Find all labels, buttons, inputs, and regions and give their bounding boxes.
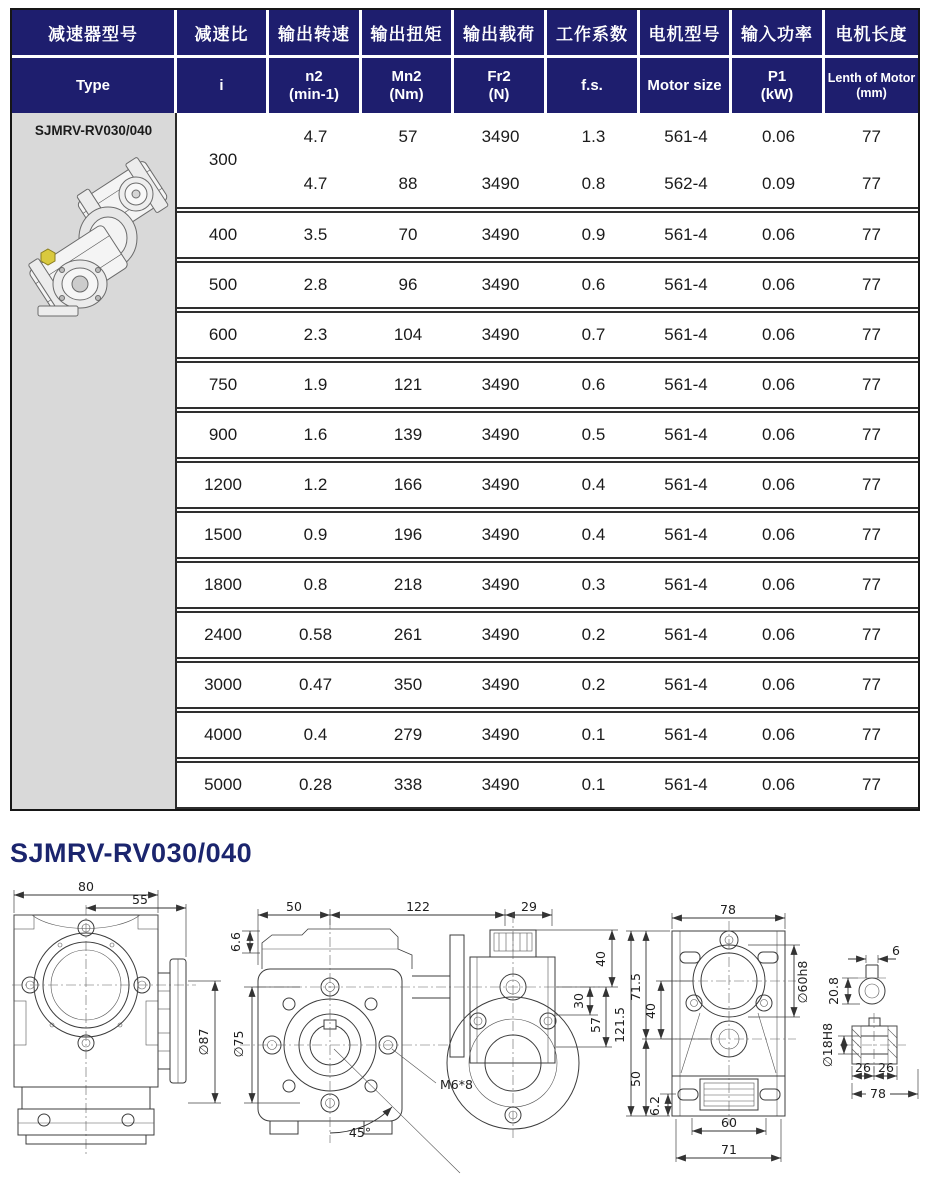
table-cell: 600	[208, 325, 238, 344]
dim-label: M6*8	[440, 1077, 473, 1092]
table-cell: 500	[208, 275, 238, 294]
table-cell: 0.06	[761, 775, 796, 794]
table-cell: 4000	[204, 725, 242, 744]
dim-label: 80	[78, 879, 94, 894]
header-cell-cn: 减速比	[177, 10, 269, 58]
header-cell-en: f.s.	[547, 58, 640, 113]
table-cell: 0.06	[761, 625, 796, 644]
table-cell: 0.2	[581, 675, 606, 694]
dim-label: 57	[588, 1017, 603, 1033]
dim-label: 78	[720, 902, 736, 917]
header-cell-cn: 电机长度	[825, 10, 918, 58]
table-cell: 0.4	[303, 725, 328, 744]
table-cell: 77	[862, 675, 881, 694]
table-cell: 561-4	[664, 675, 708, 694]
table-cell: 1.3	[581, 126, 606, 146]
dim-label: ∅75	[231, 1030, 246, 1058]
dim-label: 121.5	[612, 1007, 627, 1043]
table-cell: 261	[393, 625, 423, 644]
header-cell-en: P1 (kW)	[732, 58, 825, 113]
table-cell: 77	[862, 575, 881, 594]
table-cell: 0.06	[761, 325, 796, 344]
table-cell: 0.06	[761, 126, 796, 146]
table-row	[177, 311, 918, 359]
dim-label: 26	[855, 1060, 871, 1075]
header-cell-en: Motor size	[640, 58, 732, 113]
table-cell: 3.5	[303, 225, 328, 244]
spec-rows	[177, 113, 918, 809]
table-cell: 1.2	[303, 475, 328, 494]
spec-table	[10, 8, 920, 811]
table-cell: 900	[208, 425, 238, 444]
table-cell: 0.06	[761, 575, 796, 594]
table-row	[177, 113, 918, 209]
table-cell: 3490	[481, 126, 520, 146]
table-cell: 0.1	[581, 725, 606, 744]
table-cell: 0.09	[761, 173, 796, 193]
dim-label: 50	[628, 1071, 643, 1087]
table-cell: 2.3	[303, 325, 328, 344]
table-cell: 1200	[204, 475, 242, 494]
header-cell-cn: 减速器型号	[12, 10, 177, 58]
table-cell: 561-4	[664, 525, 708, 544]
table-cell: 77	[862, 525, 881, 544]
table-cell: 0.06	[761, 725, 796, 744]
table-cell: 0.1	[581, 775, 606, 794]
dim-label: ∅18H8	[820, 1022, 835, 1068]
table-cell: 77	[862, 225, 881, 244]
table-cell: 104	[393, 325, 423, 344]
table-cell: 3490	[481, 173, 520, 193]
table-cell: 5000	[204, 775, 242, 794]
table-cell: 3490	[481, 325, 520, 344]
table-cell: 88	[398, 173, 418, 193]
table-cell: 561-4	[664, 475, 708, 494]
table-cell: 77	[862, 126, 881, 146]
table-cell: 77	[862, 275, 881, 294]
table-cell: 0.3	[581, 575, 606, 594]
dim-label: 71	[721, 1142, 737, 1157]
table-cell: 3490	[481, 675, 520, 694]
table-cell: 0.9	[581, 225, 606, 244]
table-cell: 561-4	[664, 425, 708, 444]
table-cell: 0.06	[761, 525, 796, 544]
table-cell: 1.6	[303, 425, 328, 444]
table-cell: 121	[393, 375, 423, 394]
table-cell: 3490	[481, 525, 520, 544]
drawing-view-rear	[612, 902, 810, 1162]
table-cell: 0.06	[761, 275, 796, 294]
table-cell: 1.9	[303, 375, 328, 394]
table-cell: 77	[862, 725, 881, 744]
dim-label: 6.6	[228, 932, 243, 952]
header-cell-en: i	[177, 58, 269, 113]
section-title: SJMRV-RV030/040	[10, 838, 253, 868]
dim-label: 71.5	[628, 973, 643, 1001]
drawing-view-side	[412, 913, 618, 1138]
table-cell: 3490	[481, 275, 520, 294]
table-cell: 0.06	[761, 375, 796, 394]
table-row	[177, 411, 918, 459]
table-cell: 350	[393, 675, 423, 694]
table-cell: 0.28	[298, 775, 333, 794]
table-row	[177, 611, 918, 659]
dimension-drawings	[0, 873, 930, 1195]
dim-label: 20.8	[826, 977, 841, 1005]
table-row	[177, 361, 918, 409]
dim-label: 40	[643, 1003, 658, 1019]
model-name: SJMRV-RV030/040	[34, 123, 153, 138]
dim-label: 6	[892, 943, 900, 958]
table-cell: 0.06	[761, 675, 796, 694]
dim-label: ∅87	[196, 1028, 211, 1056]
table-cell: 750	[208, 375, 238, 394]
table-cell: 0.06	[761, 475, 796, 494]
dim-label: 29	[521, 899, 537, 914]
table-cell: 196	[393, 525, 423, 544]
table-row	[177, 761, 918, 809]
dim-label: 6.2	[647, 1096, 662, 1116]
table-row	[177, 511, 918, 559]
table-cell: 166	[393, 475, 423, 494]
dim-label: 40	[593, 951, 608, 967]
table-cell: 77	[862, 775, 881, 794]
table-cell: 338	[393, 775, 423, 794]
table-cell: 70	[398, 225, 418, 244]
table-cell: 77	[862, 173, 881, 193]
table-cell: 3490	[481, 375, 520, 394]
table-cell: 0.06	[761, 425, 796, 444]
dim-label: 26	[878, 1060, 894, 1075]
table-cell: 77	[862, 625, 881, 644]
table-cell: 0.58	[298, 625, 333, 644]
table-cell: 77	[862, 475, 881, 494]
table-cell: 3490	[481, 425, 520, 444]
header-cell-cn: 输入功率	[732, 10, 825, 58]
table-cell: 77	[862, 375, 881, 394]
table-cell: 57	[398, 126, 418, 146]
table-cell: 561-4	[664, 225, 708, 244]
table-cell: 0.9	[303, 525, 328, 544]
header-cell-cn: 输出扭矩	[362, 10, 454, 58]
table-cell: 3490	[481, 475, 520, 494]
header-cell-en: Mn2 (Nm)	[362, 58, 454, 113]
table-cell: 561-4	[664, 375, 708, 394]
dim-label: 78	[870, 1086, 886, 1101]
dim-label: 50	[286, 899, 302, 914]
product-image	[18, 138, 170, 338]
table-cell: 139	[393, 425, 423, 444]
table-cell: 77	[862, 325, 881, 344]
table-cell: 3490	[481, 725, 520, 744]
table-cell: 0.4	[581, 525, 606, 544]
header-cell-cn: 输出转速	[269, 10, 362, 58]
table-cell: 4.7	[303, 173, 328, 193]
table-cell: 561-4	[664, 575, 708, 594]
table-cell: 3000	[204, 675, 242, 694]
table-cell: 1800	[204, 575, 242, 594]
table-cell: 3490	[481, 575, 520, 594]
table-cell: 0.8	[581, 173, 606, 193]
header-cell-cn: 输出载荷	[454, 10, 547, 58]
table-cell: 300	[208, 150, 238, 169]
table-row	[177, 261, 918, 309]
dim-label: 55	[132, 892, 148, 907]
table-cell: 561-4	[664, 325, 708, 344]
table-cell: 561-4	[664, 625, 708, 644]
table-cell: 77	[862, 425, 881, 444]
table-cell: 218	[393, 575, 423, 594]
table-cell: 400	[208, 225, 238, 244]
table-cell: 3490	[481, 225, 520, 244]
table-cell: 561-4	[664, 275, 708, 294]
spec-table-body	[12, 113, 918, 809]
table-cell: 562-4	[664, 173, 708, 193]
table-cell: 0.4	[581, 475, 606, 494]
table-cell: 0.2	[581, 625, 606, 644]
table-cell: 561-4	[664, 126, 708, 146]
table-row	[177, 461, 918, 509]
dim-label: 60	[721, 1115, 737, 1130]
table-row	[177, 661, 918, 709]
spec-table-header	[12, 10, 918, 113]
table-row	[177, 711, 918, 759]
header-cell-cn: 工作系数	[547, 10, 640, 58]
table-cell: 0.5	[581, 425, 606, 444]
table-cell: 561-4	[664, 725, 708, 744]
drawing-view-front	[12, 879, 221, 1157]
table-cell: 96	[398, 275, 418, 294]
header-cell-cn: 电机型号	[640, 10, 732, 58]
table-cell: 3490	[481, 625, 520, 644]
header-cell-en: Fr2 (N)	[454, 58, 547, 113]
header-cell-en: Lenth of Motor (mm)	[825, 58, 918, 113]
table-cell: 0.6	[581, 375, 606, 394]
dim-label: ∅60h8	[795, 960, 810, 1004]
type-column	[12, 113, 177, 809]
table-cell: 279	[393, 725, 423, 744]
dim-label: 30	[571, 993, 586, 1009]
table-cell: 4.7	[303, 126, 328, 146]
table-cell: 2400	[204, 625, 242, 644]
header-cell-en: Type	[12, 58, 177, 113]
table-row	[177, 211, 918, 259]
table-cell: 0.8	[303, 575, 328, 594]
header-cell-en: n2 (min-1)	[269, 58, 362, 113]
table-cell: 2.8	[303, 275, 328, 294]
table-cell: 0.7	[581, 325, 606, 344]
table-row	[177, 561, 918, 609]
dim-label: 45°	[348, 1125, 372, 1140]
table-cell: 0.6	[581, 275, 606, 294]
table-cell: 0.06	[761, 225, 796, 244]
dim-label: 122	[406, 899, 430, 914]
table-cell: 0.47	[298, 675, 333, 694]
drawing-view-shaft-detail	[820, 943, 918, 1101]
table-cell: 1500	[204, 525, 242, 544]
table-cell: 3490	[481, 775, 520, 794]
table-cell: 561-4	[664, 775, 708, 794]
drawing-view-flange	[228, 899, 600, 1173]
